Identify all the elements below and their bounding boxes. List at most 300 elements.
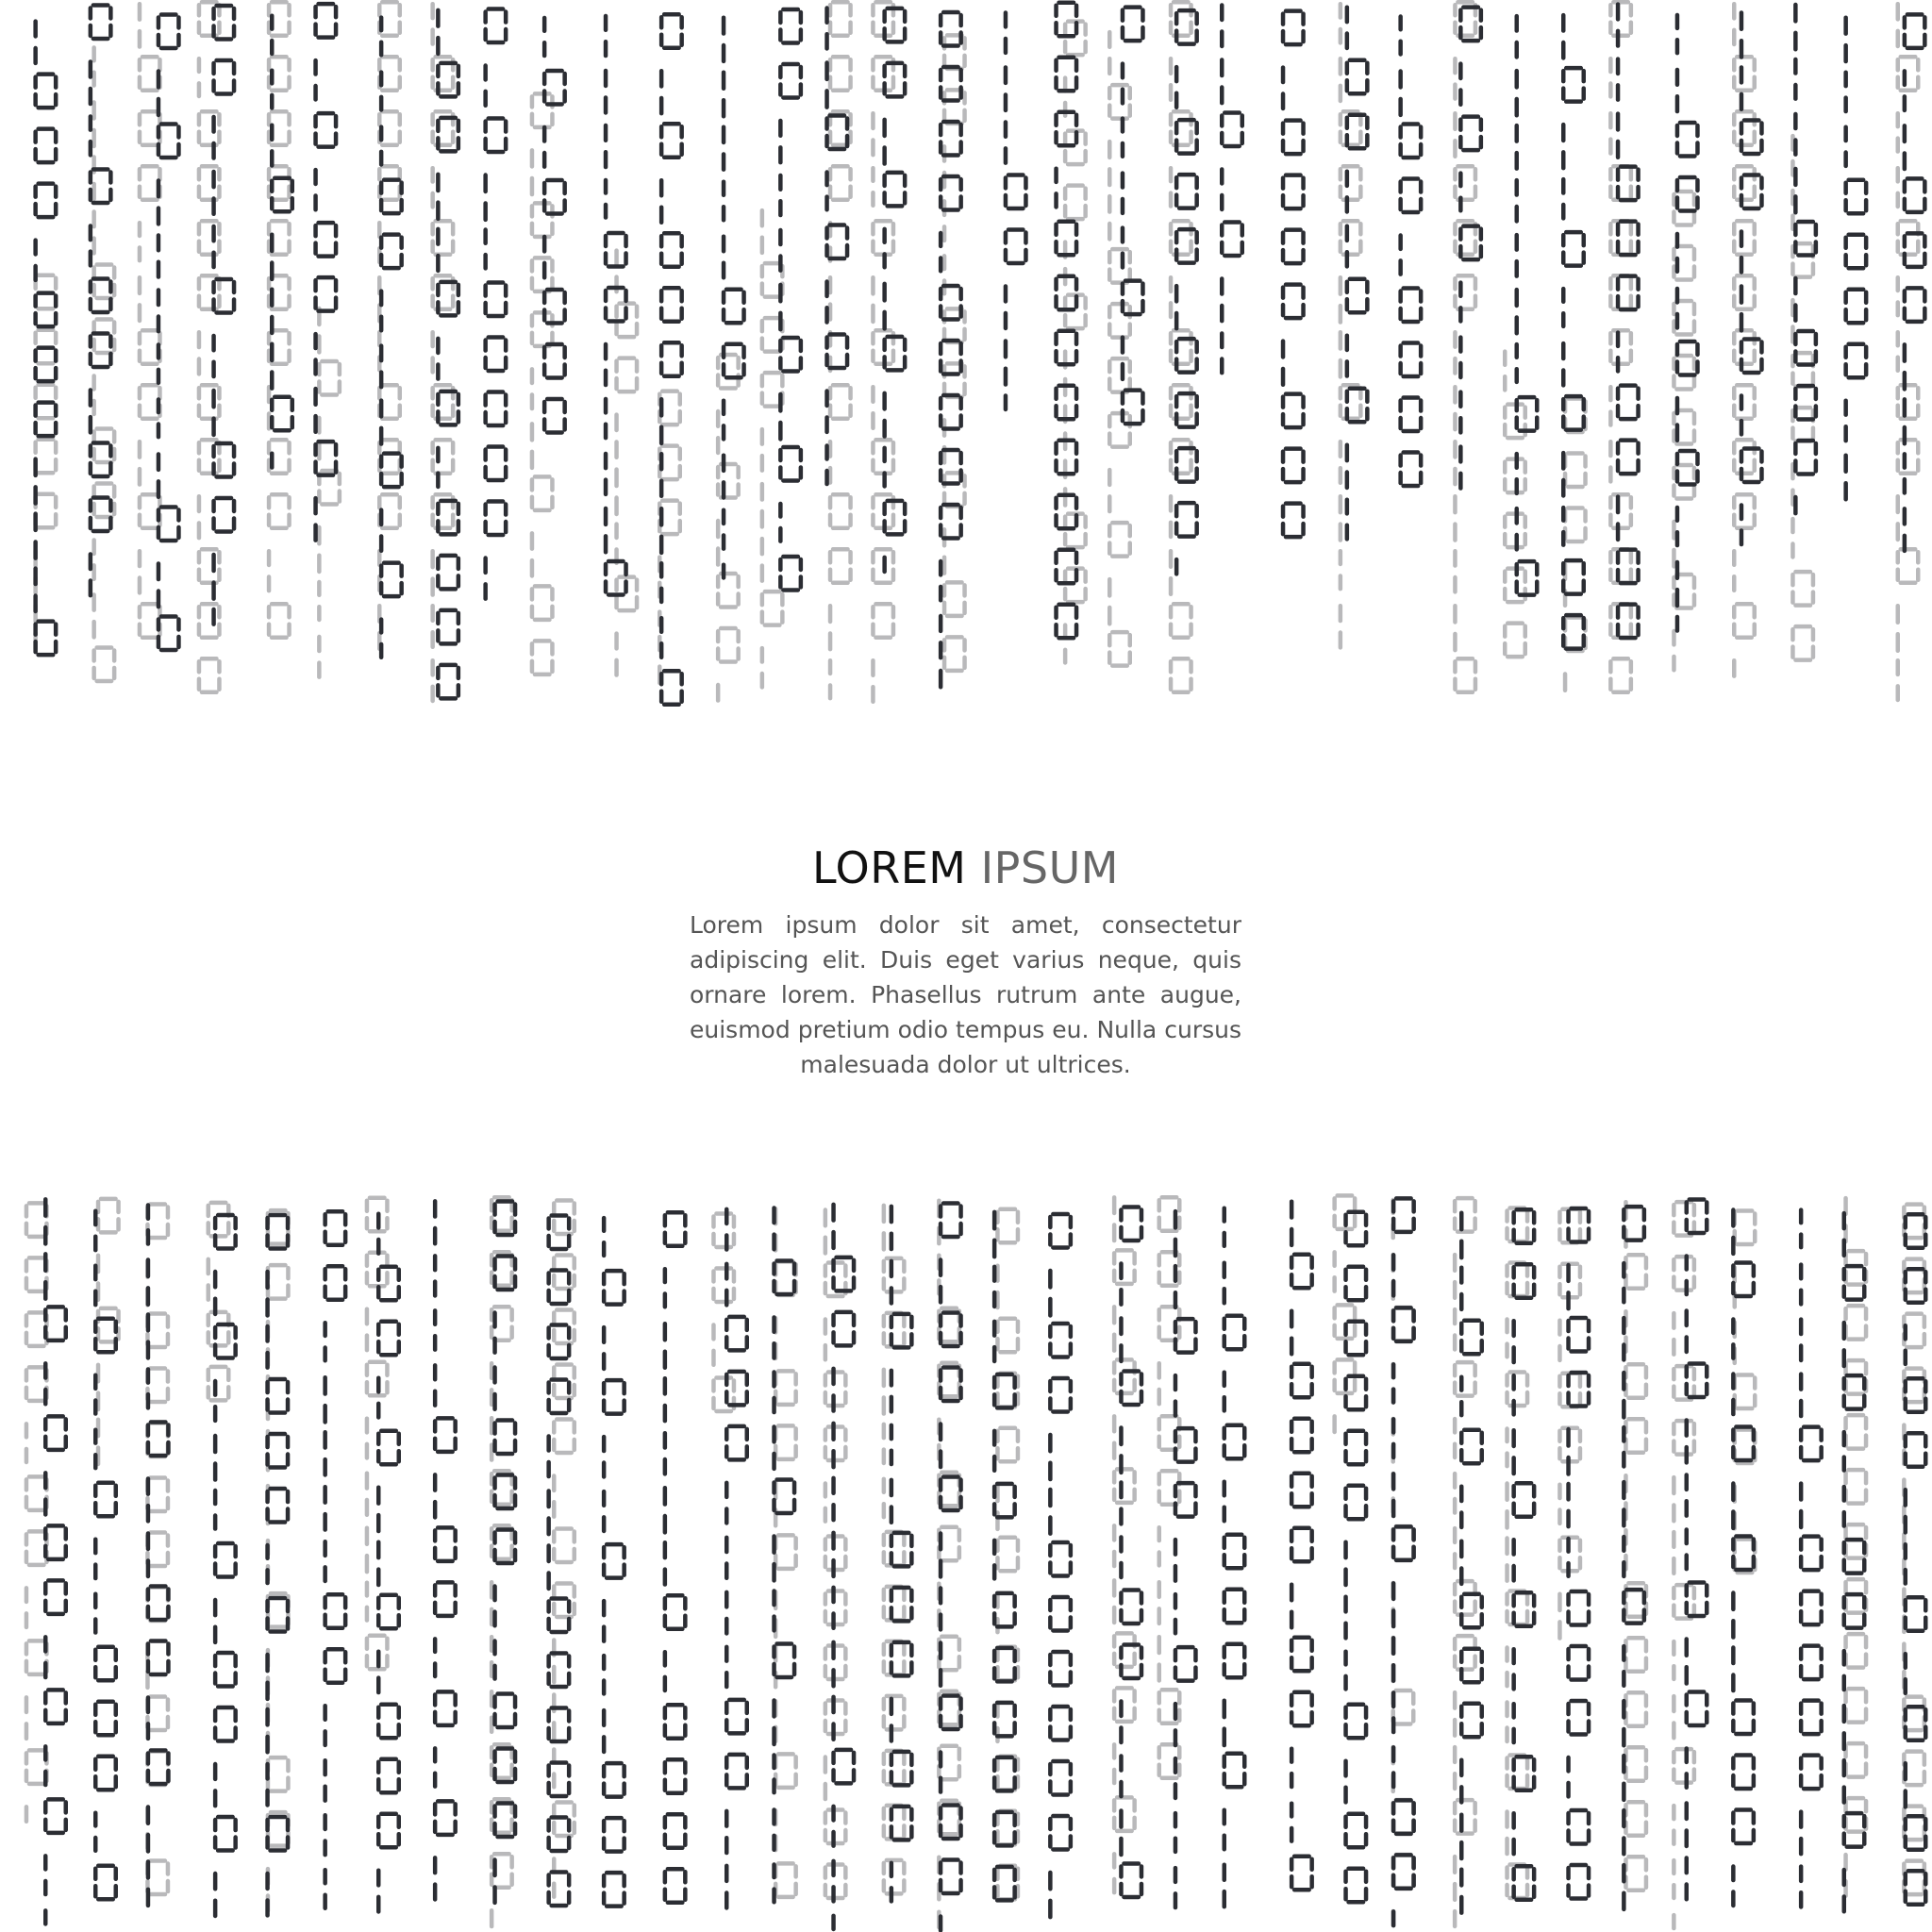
pattern-dash — [722, 205, 726, 223]
pattern-dash — [43, 1361, 48, 1380]
pattern-digit-zero — [1112, 1795, 1137, 1833]
pattern-dash — [831, 1859, 836, 1878]
pattern-dash — [552, 1692, 557, 1713]
pattern-dash — [93, 1235, 98, 1253]
pattern-dash — [772, 1589, 776, 1607]
pattern-dash — [1608, 57, 1613, 74]
pattern-digit-zero — [992, 1646, 1017, 1684]
pattern-dash — [433, 1334, 438, 1352]
pattern-digit-zero — [213, 1323, 238, 1360]
pattern-dash — [1169, 166, 1174, 183]
pattern-dash — [1112, 1550, 1117, 1569]
pattern-dash — [1616, 330, 1621, 348]
pattern-dash — [1843, 399, 1848, 417]
pattern-digit-zero — [1903, 231, 1927, 269]
pattern-dash — [1459, 1566, 1464, 1586]
pattern-digit-zero — [602, 1269, 626, 1307]
pattern-digit-zero — [724, 1315, 749, 1353]
pattern-digit-zero — [43, 1688, 68, 1725]
pattern-digit-zero — [213, 1651, 238, 1689]
pattern-dash — [824, 6, 829, 25]
pattern-dash — [376, 1869, 381, 1888]
pattern-dash — [25, 1695, 29, 1714]
pattern-digit-zero — [1566, 1590, 1591, 1627]
pattern-dash — [1048, 1433, 1053, 1454]
pattern-digit-zero — [376, 1593, 401, 1631]
pattern-digit-zero — [197, 164, 222, 202]
pattern-dash — [1453, 1772, 1457, 1790]
pattern-dash — [1220, 29, 1224, 48]
pattern-dash — [939, 1422, 943, 1441]
pattern-digit-zero — [1616, 274, 1641, 311]
pattern-dash — [1281, 65, 1286, 84]
pattern-dash — [433, 1772, 438, 1789]
pattern-dash — [1004, 65, 1008, 85]
pattern-digit-zero — [1121, 5, 1145, 42]
pattern-digit-zero — [542, 397, 567, 435]
pattern-digit-zero — [492, 1418, 517, 1456]
pattern-digit-zero — [1896, 438, 1921, 475]
pattern-dash — [1616, 522, 1621, 541]
pattern-dash — [157, 452, 161, 472]
pattern-dash — [663, 1486, 668, 1507]
pattern-digit-zero — [1290, 1690, 1314, 1728]
pattern-dash — [265, 1735, 270, 1755]
pattern-dash — [379, 398, 384, 418]
pattern-dash — [1843, 43, 1848, 63]
pattern-dash — [89, 87, 93, 107]
pattern-dash — [146, 1340, 151, 1359]
pattern-dash — [772, 1614, 776, 1632]
pattern-dash — [1158, 1635, 1162, 1655]
pattern-dash — [724, 1289, 729, 1307]
pattern-dash — [1158, 1550, 1162, 1567]
pattern-digit-zero — [430, 383, 455, 421]
pattern-dash — [376, 1238, 381, 1256]
pattern-dash — [1799, 1262, 1804, 1280]
pattern-dash — [602, 1515, 607, 1533]
center-text-block — [690, 838, 1241, 1082]
pattern-dash — [207, 1283, 211, 1302]
pattern-digit-zero — [1608, 0, 1633, 38]
pattern-dash — [1345, 31, 1350, 50]
pattern-digit-zero — [995, 1317, 1020, 1355]
pattern-dash — [992, 1210, 997, 1231]
pattern-dash — [1842, 1211, 1847, 1231]
pattern-dash — [492, 1365, 497, 1384]
pattern-dash — [1608, 465, 1613, 483]
pattern-dash — [831, 1830, 836, 1848]
pattern-digit-zero — [213, 1541, 238, 1579]
pattern-dash — [939, 585, 943, 603]
pattern-dash — [724, 1561, 729, 1580]
pattern-dash — [1108, 167, 1112, 187]
pattern-dash — [211, 360, 216, 379]
pattern-digit-zero — [1174, 501, 1199, 539]
pattern-digit-zero — [1063, 183, 1088, 221]
pattern-dash — [430, 27, 435, 45]
pattern-dash — [1453, 385, 1457, 405]
pattern-dash — [211, 196, 216, 216]
pattern-dash — [1515, 205, 1520, 224]
pattern-dash — [157, 368, 161, 385]
pattern-digit-zero — [1566, 1863, 1591, 1901]
pattern-dash — [663, 1541, 668, 1559]
pattern-dash — [772, 1887, 776, 1904]
pattern-dash — [1121, 61, 1125, 79]
pattern-dash — [1339, 304, 1343, 325]
pattern-dash — [1903, 151, 1907, 171]
pattern-dash — [1740, 229, 1744, 248]
pattern-dash — [33, 566, 38, 586]
pattern-dash — [1505, 1563, 1509, 1583]
pattern-digit-zero — [542, 342, 567, 380]
pattern-dash — [604, 477, 608, 496]
pattern-dash — [1896, 300, 1901, 317]
pattern-dash — [89, 388, 93, 408]
pattern-dash — [157, 422, 161, 439]
pattern-dash — [882, 227, 887, 244]
pattern-digit-zero — [663, 1703, 688, 1740]
pattern-dash — [828, 658, 833, 675]
pattern-digit-zero — [995, 1208, 1020, 1245]
pattern-dash — [890, 1861, 894, 1879]
pattern-dash — [433, 1199, 438, 1219]
pattern-dash — [604, 342, 608, 361]
pattern-digit-zero — [552, 1417, 576, 1455]
pattern-dash — [530, 558, 535, 578]
pattern-dash — [1332, 1250, 1337, 1268]
pattern-dash — [1339, 574, 1343, 591]
pattern-dash — [433, 1254, 438, 1272]
pattern-dash — [1616, 29, 1621, 48]
pattern-digit-zero — [1158, 1742, 1182, 1780]
pattern-dash — [1896, 192, 1901, 209]
pattern-digit-zero — [1220, 220, 1244, 258]
pattern-dash — [552, 1500, 557, 1519]
pattern-dash — [663, 1457, 668, 1476]
pattern-dash — [1112, 1768, 1117, 1786]
pattern-dash — [267, 549, 272, 567]
pattern-dash — [313, 523, 318, 542]
pattern-dash — [1459, 1840, 1464, 1860]
pattern-dash — [1391, 1253, 1396, 1272]
pattern-digit-zero — [882, 1257, 907, 1294]
pattern-dash — [1174, 1399, 1178, 1417]
pattern-dash — [323, 1321, 327, 1338]
pattern-digit-zero — [1672, 1419, 1696, 1457]
pattern-dash — [614, 658, 619, 677]
pattern-dash — [882, 1204, 887, 1224]
pattern-dash — [1343, 1567, 1348, 1587]
pattern-dash — [1903, 477, 1907, 495]
pattern-dash — [93, 1811, 98, 1828]
pattern-dash — [1453, 1307, 1457, 1325]
pattern-digit-zero — [211, 58, 236, 96]
pattern-digit-zero — [483, 390, 508, 427]
pattern-digit-zero — [430, 274, 455, 311]
pattern-dash — [25, 1611, 29, 1629]
pattern-dash — [939, 641, 943, 659]
pattern-dash — [760, 537, 765, 557]
pattern-digit-zero — [828, 164, 853, 202]
pattern-dash — [1345, 359, 1350, 378]
pattern-digit-zero — [379, 560, 404, 598]
pattern-dash — [1174, 1702, 1178, 1721]
pattern-dash — [146, 1257, 151, 1278]
pattern-digit-zero — [483, 444, 508, 482]
pattern-dash — [1119, 1837, 1124, 1857]
pattern-dash — [831, 1203, 836, 1223]
pattern-dash — [1290, 1826, 1294, 1843]
pattern-dash — [146, 1695, 151, 1714]
pattern-dash — [430, 685, 435, 704]
pattern-dash — [659, 69, 664, 89]
pattern-dash — [43, 1770, 48, 1788]
pattern-dash — [93, 1209, 98, 1227]
pattern-dash — [430, 2, 435, 20]
pattern-dash — [1904, 1349, 1908, 1367]
pattern-dash — [530, 531, 535, 551]
pattern-dash — [1608, 137, 1613, 155]
pattern-dash — [1174, 1891, 1178, 1909]
pattern-dash — [778, 145, 783, 164]
pattern-dash — [1511, 1399, 1516, 1417]
pattern-dash — [778, 421, 783, 441]
pattern-dash — [1685, 1772, 1690, 1790]
pattern-dash — [211, 416, 216, 437]
pattern-dash — [1108, 194, 1112, 214]
pattern-dash — [1158, 1607, 1162, 1625]
pattern-dash — [1685, 1856, 1690, 1874]
pattern-dash — [1339, 275, 1343, 296]
pattern-dash — [1896, 166, 1901, 184]
pattern-dash — [323, 1375, 327, 1396]
pattern-digit-zero — [157, 12, 181, 50]
pattern-dash — [1622, 1399, 1626, 1420]
pattern-dash — [213, 1789, 218, 1807]
pattern-dash — [365, 1526, 370, 1547]
pattern-dash — [1398, 233, 1403, 251]
pattern-dash — [146, 1312, 151, 1332]
pattern-digit-zero — [1391, 1306, 1416, 1343]
pattern-dash — [1453, 1333, 1457, 1351]
pattern-dash — [760, 208, 765, 228]
pattern-dash — [1458, 171, 1463, 188]
pattern-digit-zero — [774, 1861, 798, 1899]
pattern-dash — [1903, 507, 1907, 526]
pattern-dash — [1685, 1527, 1690, 1545]
pattern-dash — [1842, 1455, 1847, 1472]
pattern-dash — [270, 452, 275, 470]
pattern-dash — [716, 436, 721, 455]
pattern-digit-zero — [774, 1424, 798, 1461]
pattern-dash — [831, 1611, 836, 1630]
pattern-dash — [1896, 2, 1901, 22]
pattern-dash — [146, 1203, 151, 1221]
pattern-dash — [722, 508, 726, 526]
pattern-digit-zero — [1732, 328, 1757, 366]
pattern-dash — [376, 1402, 381, 1420]
pattern-dash — [1345, 334, 1350, 353]
pattern-digit-zero — [1281, 501, 1306, 539]
pattern-digit-zero — [831, 1310, 856, 1348]
pattern-dash — [1503, 375, 1507, 392]
pattern-digit-zero — [1290, 1526, 1314, 1564]
pattern-dash — [992, 1563, 997, 1581]
pattern-dash — [1511, 1564, 1516, 1583]
pattern-dash — [1675, 423, 1680, 442]
pattern-dash — [602, 1490, 607, 1507]
pattern-digit-zero — [828, 492, 853, 530]
pattern-dash — [379, 370, 384, 389]
pattern-dash — [1459, 1785, 1464, 1805]
pattern-dash — [43, 1635, 48, 1654]
pattern-digit-zero — [1561, 66, 1586, 104]
pattern-digit-zero — [1740, 446, 1764, 484]
pattern-digit-zero — [1391, 1524, 1416, 1562]
pattern-dash — [1675, 68, 1680, 87]
pattern-digit-zero — [1616, 438, 1641, 475]
pattern-dash — [659, 535, 664, 556]
pattern-dash — [614, 631, 619, 650]
pattern-dash — [1904, 1542, 1908, 1560]
pattern-dash — [146, 1392, 151, 1410]
pattern-dash — [1672, 1721, 1676, 1740]
pattern-dash — [1515, 97, 1520, 118]
pattern-dash — [265, 1898, 270, 1917]
pattern-dash — [492, 1664, 497, 1681]
pattern-dash — [1004, 367, 1008, 387]
pattern-dash — [614, 440, 619, 459]
pattern-dash — [213, 1379, 218, 1397]
pattern-dash — [546, 1434, 551, 1453]
pattern-digit-zero — [1223, 1642, 1247, 1680]
pattern-digit-zero — [1793, 220, 1818, 258]
pattern-dash — [43, 1744, 48, 1762]
pattern-dash — [43, 1661, 48, 1680]
pattern-digit-zero — [882, 1858, 907, 1896]
pattern-dash — [871, 304, 875, 325]
pattern-dash — [1616, 140, 1621, 159]
pattern-digit-zero — [433, 1580, 458, 1618]
pattern-digit-zero — [1158, 1305, 1182, 1342]
pattern-dash — [157, 206, 161, 225]
pattern-dash — [1672, 1664, 1676, 1681]
pattern-dash — [433, 1473, 438, 1492]
pattern-digit-zero — [376, 1757, 401, 1795]
pattern-dash — [379, 41, 384, 58]
pattern-dash — [433, 1746, 438, 1763]
pattern-dash — [211, 334, 216, 353]
pattern-digit-zero — [1616, 219, 1641, 257]
pattern-digit-zero — [1223, 1424, 1247, 1461]
pattern-dash — [1121, 171, 1125, 189]
pattern-digit-zero — [1169, 383, 1193, 421]
pattern-dash — [1458, 306, 1463, 324]
pattern-dash — [542, 151, 547, 169]
pattern-dash — [1511, 1456, 1516, 1475]
pattern-dash — [546, 1543, 551, 1563]
pattern-digit-zero — [1119, 1369, 1143, 1407]
pattern-dash — [882, 1477, 887, 1494]
pattern-dash — [722, 563, 726, 580]
pattern-digit-zero — [213, 1213, 238, 1251]
pattern-digit-zero — [33, 181, 58, 219]
pattern-digit-zero — [376, 1429, 401, 1467]
pattern-digit-zero — [1896, 547, 1921, 585]
pattern-digit-zero — [436, 280, 460, 318]
pattern-dash — [1223, 1231, 1227, 1248]
pattern-dash — [270, 93, 275, 110]
pattern-digit-zero — [716, 462, 741, 500]
pattern-dash — [92, 374, 96, 391]
pattern-dash — [604, 40, 608, 58]
pattern-dash — [376, 1212, 381, 1230]
pattern-dash — [831, 1914, 836, 1932]
digital-rain-pattern-top — [0, 0, 1932, 717]
pattern-digit-zero — [716, 626, 741, 664]
pattern-digit-zero — [1624, 1745, 1648, 1783]
pattern-digit-zero — [778, 8, 803, 45]
pattern-dash — [1675, 38, 1680, 55]
pattern-dash — [33, 46, 38, 65]
pattern-dash — [146, 1367, 151, 1385]
pattern-dash — [1842, 1674, 1847, 1692]
pattern-dash — [323, 1404, 327, 1424]
pattern-dash — [1048, 1871, 1053, 1891]
pattern-digit-zero — [197, 383, 222, 421]
pattern-dash — [1332, 1414, 1337, 1434]
pattern-dash — [1459, 1895, 1464, 1915]
pattern-dash — [265, 1270, 270, 1290]
pattern-dash — [778, 254, 783, 273]
pattern-digit-zero — [1398, 286, 1423, 324]
pattern-digit-zero — [323, 1264, 347, 1302]
pattern-dash — [93, 1538, 98, 1556]
pattern-dash — [146, 1833, 151, 1854]
pattern-dash — [1108, 57, 1112, 75]
pattern-dash — [1453, 1690, 1457, 1710]
pattern-dash — [659, 507, 664, 527]
pattern-dash — [25, 1422, 29, 1440]
pattern-digit-zero — [1398, 122, 1423, 159]
pattern-dash — [542, 16, 547, 33]
pattern-dash — [1904, 1515, 1908, 1535]
pattern-dash — [492, 1584, 497, 1602]
pattern-digit-zero — [270, 395, 294, 433]
pattern-dash — [1453, 494, 1457, 514]
pattern-dash — [530, 367, 535, 385]
pattern-dash — [831, 1503, 836, 1522]
pattern-dash — [1843, 425, 1848, 442]
pattern-dash — [1622, 1451, 1626, 1469]
pattern-dash — [882, 1447, 887, 1465]
pattern-dash — [602, 1460, 607, 1478]
pattern-dash — [772, 1562, 776, 1583]
pattern-dash — [942, 171, 947, 190]
pattern-dash — [323, 1457, 327, 1477]
pattern-dash — [1799, 1317, 1804, 1336]
pattern-dash — [724, 1836, 729, 1855]
pattern-digit-zero — [659, 12, 684, 50]
pattern-dash — [270, 149, 275, 168]
pattern-dash — [1675, 13, 1680, 30]
pattern-dash — [1505, 1451, 1509, 1468]
pattern-dash — [1672, 1530, 1676, 1549]
pattern-dash — [1793, 3, 1798, 24]
pattern-dash — [530, 392, 535, 410]
